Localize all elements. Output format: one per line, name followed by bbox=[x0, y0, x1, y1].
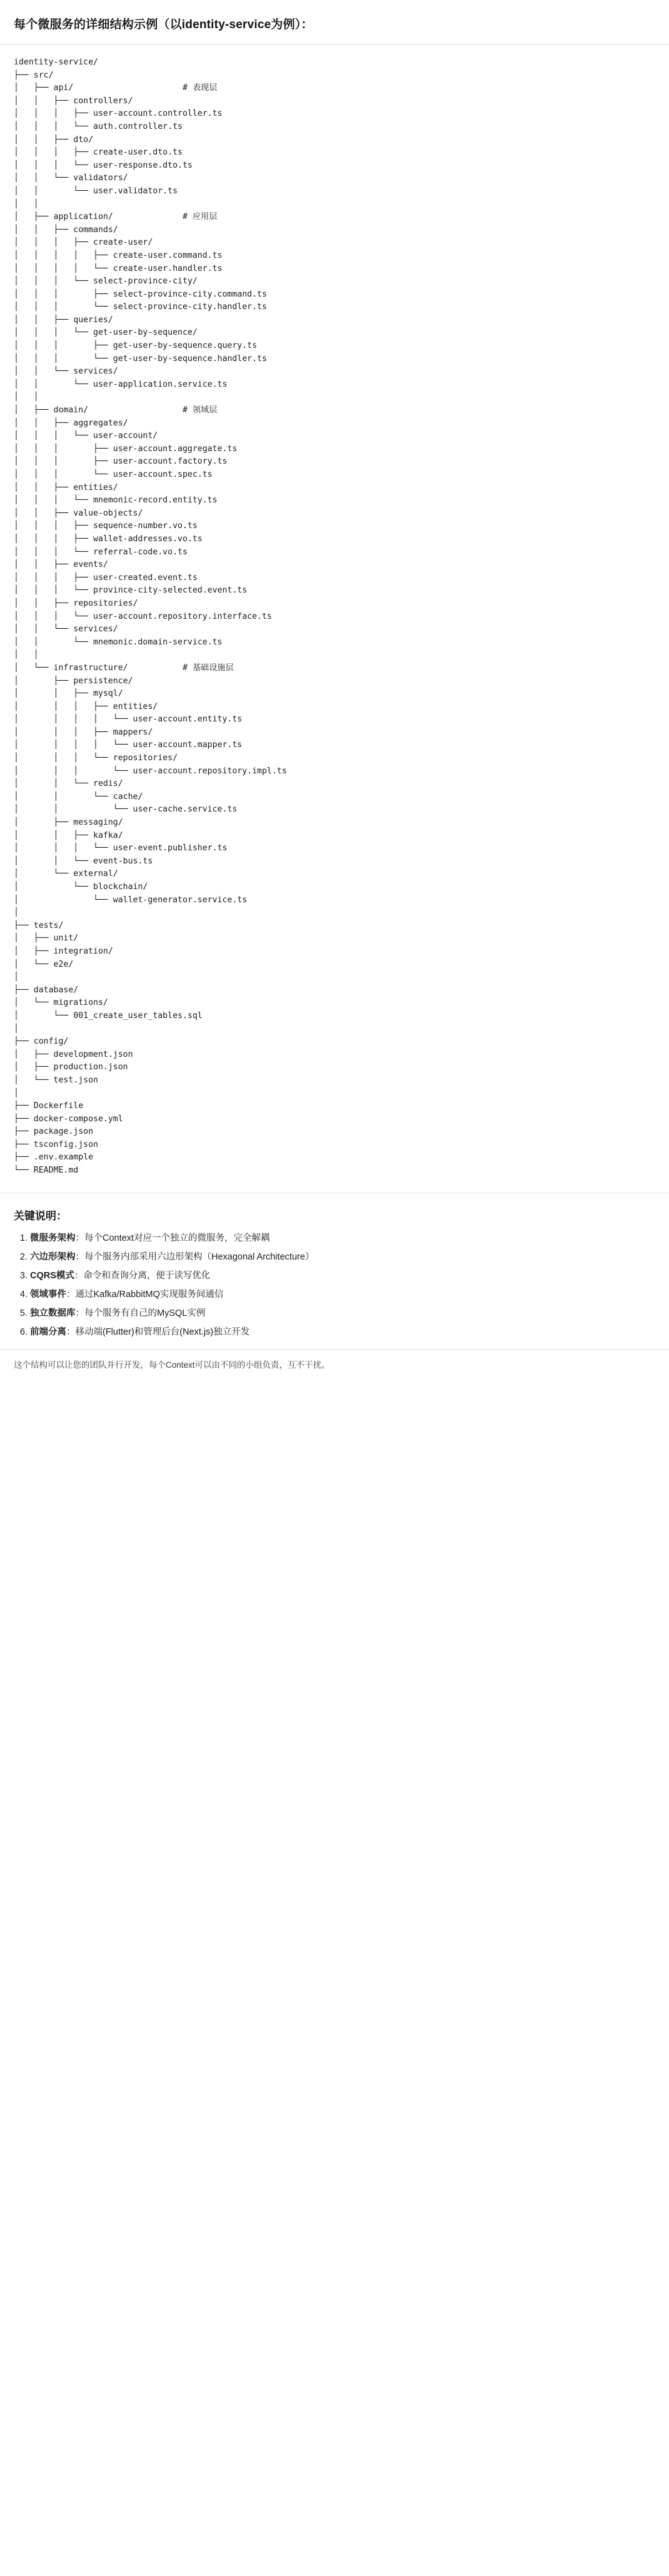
list-item bbox=[30, 1266, 655, 1285]
key-point-name: 领域事件 bbox=[30, 1289, 66, 1300]
key-point-desc: ：命令和查询分离，便于读写优化 bbox=[74, 1270, 211, 1281]
key-points-list bbox=[0, 1229, 669, 1345]
key-point-desc: ：移动端(Flutter)和管理后台(Next.js)独立开发 bbox=[66, 1326, 250, 1337]
directory-tree-block bbox=[0, 45, 669, 1189]
page-title: 每个微服务的详细结构示例（以identity-service为例）： bbox=[14, 18, 313, 31]
key-point-desc: ：每个Context对应一个独立的微服务，完全解耦 bbox=[75, 1233, 270, 1243]
key-point-name: 六边形架构 bbox=[30, 1251, 76, 1262]
list-item bbox=[30, 1229, 655, 1248]
list-item bbox=[30, 1304, 655, 1323]
footer-note: 这个结构可以让您的团队并行开发，每个Context可以由不同的小组负责，互不干扰。 bbox=[14, 1360, 330, 1370]
key-points-title: 关键说明： bbox=[14, 1209, 67, 1222]
key-point-name: 前端分离 bbox=[30, 1326, 66, 1337]
list-item bbox=[30, 1285, 655, 1304]
key-point-name: 微服务架构 bbox=[30, 1233, 76, 1243]
list-item bbox=[30, 1248, 655, 1266]
list-item bbox=[30, 1323, 655, 1341]
key-point-desc: ：每个服务内部采用六边形架构（Hexagonal Architecture） bbox=[75, 1251, 314, 1262]
key-point-name: CQRS模式 bbox=[30, 1270, 74, 1281]
key-point-desc: ：每个服务有自己的MySQL实例 bbox=[75, 1308, 206, 1318]
directory-tree: identity-service/ ├── src/ │ ├── api/ # 表现层 │ │ ├── controllers/ │ │ │ ├── user-account.controller.ts │ │ │ └── auth.controller.ts │ │ ├── dto/ │ │ │ ├── create-user.dto.ts │ │ │ └── user-response.dto.ts │ │ └── validators/ │ │ └── user.validator.ts │ │ │ ├── application/ # 应用层 │ │ ├── commands/ │ │ │ ├── create-user/ │ │ │ │ ├── create-user.command.ts │ │ │ │ └── create-user.handler.ts │ │ │ └── select-province-city/ │ │ │ ├── select-province-city.command.ts │ │ │ └── select-province-city.handler.ts │ │ ├── queries/ │ │ │ └── get-user-by-sequence/ │ │ │ ├── get-user-by-sequence.query.ts │ │ │ └── get-user-by-sequence.handler.ts │ │ └── services/ │ │ └── user-application.service.ts │ │ │ ├── domain/ # 领域层 │ │ ├── aggregates/ │ │ │ └── user-account/ │ │ │ ├── user-account.aggregate.ts │ │ │ ├── user-account.factory.ts │ │ │ └── user-account.spec.ts │ │ ├── entities/ │ │ │ └── mnemonic-record.entity.ts │ │ ├── value-objects/ │ │ │ ├── sequence-number.vo.ts │ │ │ ├── wallet-addresses.vo.ts │ │ │ └── referral-code.vo.ts │ │ ├── events/ │ │ │ ├── user-created.event.ts │ │ │ └── province-city-selected.event.ts │ │ ├── repositories/ │ │ │ └── user-account.repository.interface.ts │ │ └── services/ │ │ └── mnemonic.domain-service.ts │ │ │ └── infrastructure/ # 基础设施层 │ ├── persistence/ │ │ ├── mysql/ │ │ │ ├── entities/ │ │ │ │ └── user-account.entity.ts │ │ │ ├── mappers/ │ │ │ │ └── user-account.mapper.ts │ │ │ └── repositories/ │ │ │ └── user-account.repository.impl.ts │ │ └── redis/ │ │ └── cache/ │ │ └── user-cache.service.ts │ ├── messaging/ │ │ ├── kafka/ │ │ │ └── user-event.publisher.ts │ │ └── event-bus.ts │ └── external/ │ └── blockchain/ │ └── wallet-generator.service.ts │ ├── tests/ │ ├── unit/ │ ├── integration/ │ └── e2e/ │ ├── database/ │ └── migrations/ │ └── 001_create_user_tables.sql │ ├── config/ │ ├── development.json │ ├── production.json │ └── test.json │ ├── Dockerfile ├── docker-compose.yml ├── package.json ├── tsconfig.json ├── .env.example └── README.md bbox=[14, 58, 287, 1176]
key-point-name: 独立数据库 bbox=[30, 1308, 76, 1318]
key-point-desc: ：通过Kafka/RabbitMQ实现服务间通信 bbox=[66, 1289, 224, 1300]
